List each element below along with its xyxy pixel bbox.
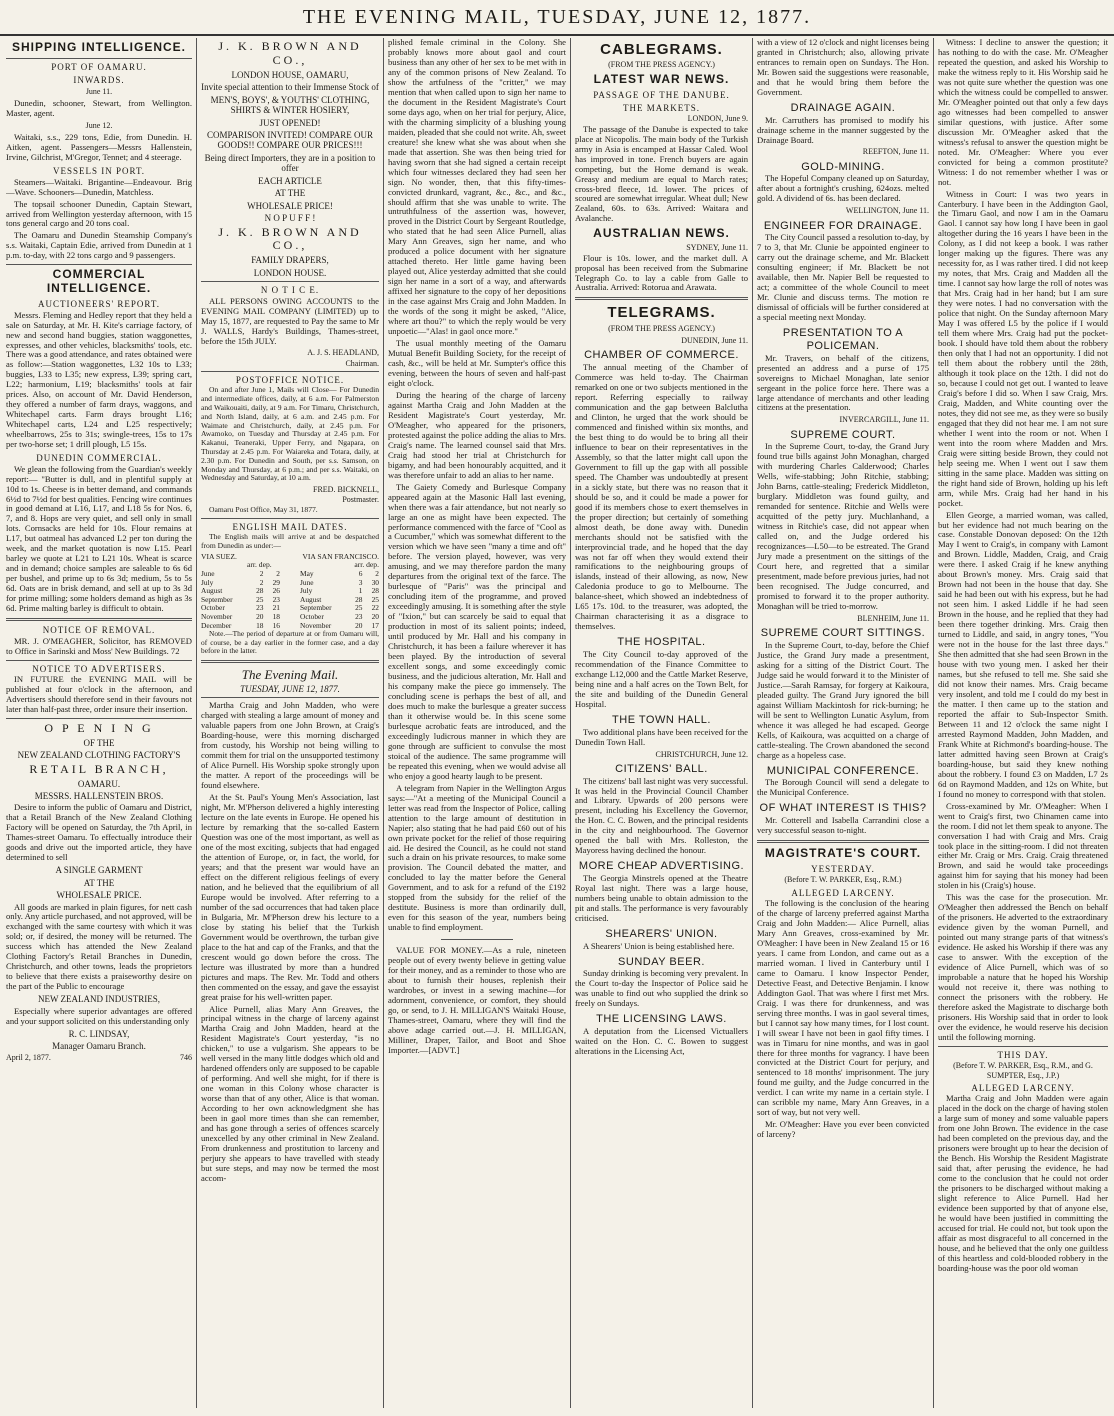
licensing-heading: THE LICENSING LAWS. [596,1013,727,1026]
paragraph: Martha Craig and John Madden, who were charged with stealing a large amount of money and valuable papers from one John Brown, at Craig's Boarding-house, were this morning discharged from custody, his Worship not being willing to commit them for trial on the unsupported testimony of Alice Purnell. His Worship spoke strongly upon the matter. A report of the proceedings will be found elsewhere. [201,700,379,791]
column-1 [6,38,192,1408]
mail-table-cell: 20 [371,612,379,622]
ad-title: J. K. BROWN AND CO., [218,224,362,253]
ad-title: J. K. BROWN AND CO., [218,39,362,67]
mail-table-cell: 20 [355,620,363,630]
signature: A. J. S. HEADLAND, [307,348,379,358]
column-rule [752,38,753,1408]
topsail-text: The topsail schooner Dunedin, Captain Stewart, arrived from Wellington yesterday afternoon, with 15 tons general cargo and 20 tons coal. [6,198,192,229]
engineer-heading: ENGINEER FOR DRAINAGE. [763,219,923,232]
magistrate-heading: MAGISTRATE'S COURT. [764,845,922,860]
danube-heading: PASSAGE OF THE DANUBE. [593,89,730,100]
paragraph: The passage of the Danube is expected to take place at Nicopolis. The main body of the Turkish army in Asia is encamped at Hassar Caled. Wool has improved in tone. French buyers are again competing, but the Home demand is weak. Greasy and medium are equal to March rates; cross-bred fleece, 1d. lower. The prices of scoured are somewhat irregular. Wheat dull; New Zealand, 60s. to 63s. Arrived: Waitara and Avalanche. [575,123,748,224]
paragraph: The citizens' ball last night was very successful. It was held in the Provincial Council Chamber and Library. Upwards of 200 persons were present, including his Excellency the Governor, the Hon. C. C. Bowen, and the principal residents in the city and neighbourhood. The Governor opened the ball with Mrs. Rolleston, the Mayoress having declined the honour. [575,775,748,856]
paragraph: At the St. Paul's Young Men's Association, last night, Mr. M'Pherson delivered a highly interesting lecture on the late events in Europe. He opened his lecture by remarking that the so-called Eastern Question was one of the most important, as well as one of the most exciting, subjects that had engaged the attention of Europe, or, in fact, the world, for years; and that the present war would have an effect on the different religious feelings of every nation, and he believed that the equilibrium of all Europe would be involved. After referring to a number of the sad occurrences that had taken place in Bulgaria, Mr. M'Pherson drew his lecture to a close by stating his belief that the Turkish Government would be overthrown, the turban give place to the hat and cap of the Franks, and that the crescent would go down before the cross. The lecture was illustrated by more than a hundred pictures and maps. The Rev. Mr. Todd and others then commented on the essay, and gave the essayist great praise for his well-written paper. [201,792,379,1002]
mail-table-cell: October [201,603,225,613]
mail-table-col: VIA SAN FRANCISCO. [302,551,379,561]
ad-text: OAMARU. [77,778,121,789]
vessels-text: Steamers—Waitaki. Brigantine—Endeavour. Brig—Wave. Schooners—Dunedin, Matchless. [6,176,192,197]
ad-title: A SINGLE GARMENT [55,865,143,876]
arrival-text: Dunedin, schooner, Stewart, from Wellington. Master, agent. [6,98,192,119]
dateline: WELLINGTON, June 11. [845,206,929,216]
mail-table-cell: August [201,586,223,596]
mail-table-col: VIA SUEZ. [201,551,237,561]
mail-table-cell: 23 [355,612,363,622]
interest-heading: OF WHAT INTEREST IS THIS? [759,802,927,815]
mail-table-cell: 22 [371,603,379,613]
paper-title: The Evening Mail. [241,666,339,682]
dateline: INVERCARGILL, June 11. [839,415,929,425]
dateline: SYDNEY, June 11. [686,243,748,253]
hospital-heading: THE HOSPITAL. [617,636,706,649]
paragraph: The annual meeting of the Chamber of Commerce was held to-day. The Chairman remarked on one or two subjects mentioned in the report. Referring especially to railway communication and the gap between Balclutha and Clinton, he urged that the work should be commenced and finished within six months, and the best thing to do would be to bring all their influence to bear on their representatives in the Assembly, so that the latter might call upon the Government to fill up the gap with all possible speed. The Chamber was undoubtedly at present in a sickly state, but there was no reason that it should be so, and it could be made a power for good if its members chose to exert themselves in the proper direction; but certainly of something almost death, be done away with. Dunedin merchants should not be satisfied with the interprovincial trade, and he hoped that the day was not far off when they would extend their ramifications to the neighbouring groups of islands, instead of their allowing, as now, New Caledonia produce to go to Melbourne. The balance-sheet, which showed an indebtedness of L65 17s. 10d. to the treasurer, was adopted, the Chairman characterising it as a disgrace to themselves. [575,362,748,632]
agency-line: (FROM THE PRESS AGENCY.) [608,323,715,333]
dateline: BLENHEIM, June 11. [857,613,929,623]
dunedin-text: We glean the following from the Guardian's weekly report:— "Butter is dull, and in plentiful supply at 10d to 1s. Cheese is in better demand, and commands 6½d to 7½d for best qualities. Fencing wire continues in good demand at L16, L17, and L18 5s for Nos. 6, 7, and 8. Hops are very quiet, and sell only in small lots. Cornsacks are held for 10s. Flour remains at L17, but oatmeal has advanced L2 per ton during the week, and the market quotation is now L15. Pearl barley we quote at L21 to L21 10s. Wheat is scarce and in demand; choice samples are saleable to 6s 6d per bushel, and prime up to 6s 3d; medium, 5s to 5s 6d. Oats are in brisk demand, and sell at up to 3s 3d for prime milling; some holders demand as high as 3s 6d. Prime malting barley is difficult to obtain. [6,463,192,614]
advertisers-heading: NOTICE TO ADVERTISERS. [32,663,166,674]
mail-table-cell: May [300,569,314,579]
column-rule [570,38,571,1408]
mail-dates-heading: ENGLISH MAIL DATES. [232,521,348,532]
divider [201,281,379,282]
advertisement-paragraph: VALUE FOR MONEY.—As a rule, nineteen people out of every twenty believe in getting value for their money, and as a reminder to those who are about to furnish their houses, replenish their wardrobes, or invest in a sewing machine—for adornment, convenience, or comfort, they should go, or send, to J. H. MILLIGAN'S Waitaki House, Thames-street, Oamaru, where they will find the above adage carried out.—J. H. MILLIGAN, Milliner, Draper, Tailor, and Boot and Shoe Importer.—[ADVT.] [388,945,566,1055]
mail-table-row [201,570,379,579]
column-rule [196,38,197,1408]
divider [6,58,192,59]
column-rule [383,38,384,1408]
mail-dates-text: The English mails will arrive at and be despatched from Dunedin as under:— [201,531,379,550]
paragraph: The Gaiety Comedy and Burlesque Company appeared again at the Masonic Hall last evening, when there was a fair attendance, but not nearly so large an one as might have been expected. The performance commenced with the farce of "Cool as a Cucumber," which was somewhat different to the version which we have seen "many a time and oft" before. The version played, however, was very amusing, and we may therefore pardon the many departures from the original text of the farce. The burlesque of "Paris" was the principal and concluding item of the programme, and proved exceedingly amusing. It is something after the style of "Ixion," but can scarcely be said to equal that production in most of its salient points; indeed, until produced by Mr. Hall and his company in Christchurch, it has been a failure wherever it has been played. By the introduction of several excellent songs, and some exceedingly comic business, and the judicious alteration, Mr. Hall and his company make the piece go immensely. The concluding scene is perhaps the best of all, and does much to make the burlesque a greater success than it otherwise would be. In this scene some burlesque acrobatic feats are introduced, and the exceedingly ludicrous manner in which they are gone through are sufficient to convulse the most stoical of the audience. The same programme will be repeated this evening, when we would advise all who enjoy a good hearty laugh to be present. [388,481,566,781]
mail-table-row [201,579,379,588]
auction-text: Messrs. Fleming and Hedley report that they held a sale on Saturday, at Mr. H. Kite's carriage factory, of new and second hand buggies, station waggonettes, expresses, and other vehicles, blacksmiths' tools, etc. There was a good attendance, and rates obtained were as follow:—Station waggonettes, L32 10s to L33; buggies, L33 to L35; new express, L39; spring cart, L22; harmonium, L19; blacksmiths' tools at fair prices. Also, on account of Mr. David Henderson, they offered a number of farm drays, waggons, and Whitechapel carts. Farm drays brought L16; Whitechapel carts, L24 and L25 respectively; wheelbarrows, 25s to 31s; swingle-trees, 15s to 17s per two-horse set; 1 drill plough, L5 15s. [6,309,192,450]
divider [6,660,192,661]
ad-signature: Manager Oamaru Branch. [52,1041,146,1052]
paragraph: Mr. Cotterell and Isabella Carrandini close a very successful season to-night. [757,815,929,835]
mail-table-subheader [201,561,379,570]
mail-table [201,570,379,630]
port-heading: PORT OF OAMARU. [51,61,147,72]
agency-line: (FROM THE PRESS AGENCY.) [608,60,715,70]
inwards-heading: INWARDS. [73,75,125,86]
yesterday-heading: YESTERDAY. [811,863,875,874]
mail-table-cell: 28 [256,586,264,596]
mail-note: Note.—The period of departure at or from Oamaru will, of course, be a day earlier in the former case, and a day before in the latter. [201,629,379,656]
ad-footer-number: 746 [180,1053,192,1063]
ad-text: EACH ARTICLE [258,175,322,186]
ad-text: FAMILY DRAPERS, [251,255,329,266]
mail-table-row [201,596,379,605]
ad-text: OF THE [83,737,115,748]
divider [201,518,379,519]
paragraph: Mr. Carruthers has promised to modify his drainage scheme in the manner suggested by the Drainage Board. [757,114,929,145]
ad-title: N O P U F F ! [264,213,316,224]
drainage-heading: DRAINAGE AGAIN. [790,101,896,114]
ad-body: All goods are marked in plain figures, for nett cash only. Any article purchased, and not approved, will be exchanged with the same courtesy with which it was sold; or, if desired, the money will be returned. The success which has attended the New Zealand Clothing Factory's Retail Branches in Dunedin, Christchurch, and other towns, leads the proprietors to believe that there exists a praiseworthy desire on the part of the Public to encourage [6,901,192,992]
vessels-heading: VESSELS IN PORT. [52,166,146,177]
cablegrams-heading: CABLEGRAMS. [600,41,723,58]
removal-text: MR. J. O'MEAGHER, Solicitor, has REMOVED to Office in Sarinski and Moss' New Buildings. 72 [6,635,192,656]
dunedin-heading: DUNEDIN COMMERCIAL. [36,453,162,464]
paragraph: Witness in Court: I was two years in Canterbury. I have been in the Addington Gaol, the Timaru Gaol, and now I am in the Oamaru Gaol. I cannot say how long I have been in gaol altogether during the 16 years I have been in the Colony, as I did not keep a book. I was rather longer making up the figures. There was any necessity for, as I was rather tired. I did not keep my notes, that Mrs. Craig and Madden all the time. I cannot say how large the roll of notes was that Mrs. Craig had in her hand; but I am sure they were notes. I had no conversation with the police that night. On the Sunday afternoon Mary May I was offered L5 by the police if I would tell them where Mrs. Craig had put the pocket-book. I should have told them about the robbery then only that I had not an opportunity. I did not tell them about the robbery until the 28th, although it took place on the 12th. I did not do so, because I could not get out. I wanted to leave Craig's before I did so. When I saw Craig, Mrs. Craig, Madden, and White counting over the notes, they did not see me, as they were so busily engaged that they did not hear me. I am not sure whether I went into the room or not. When I went into the room where Madden and Mrs. Craig were sitting beside Brown, they could not help seeing me. When I went out I saw them sitting in the same place. Madden was sitting on the right hand side of Brown, holding up his left arm, while Mrs. Craig had her hand in his pocket. [938,188,1108,508]
paragraph: Martha Craig and John Madden were again placed in the dock on the charge of having stolen a large sum of money and some valuable papers from one John Brown. The evidence in the case had been completed on the previous day, and the prisoners were brought up to hear the decision of the Bench. His Worship the Resident Magistrate said that, after perusing the evidence, he had come to the conclusion that he could not order the prisoners to be discharged without making a slight reference to Alice Purnell. Had her evidence been supported by that of anyone else, he would have been justified in committing the accused for trial. He could not, but took upon the affair as most disgraceful to all concerned in the house, and he believed that the only one guiltless of this heartless and cold-blooded robbery in the boarding-house was the poor old woman [938,1093,1108,1273]
ad-body: Especially where superior advantages are offered and your support solicited on this understanding only [6,1005,192,1026]
advertising-heading: MORE CHEAP ADVERTISING. [578,860,745,873]
paragraph: Mr. Travers, on behalf of the citizens, presented an address and a purse of 175 sovereigns to Michael Monaghan, late senior sergeant in the police force here. There was a large attendance of merchants and other leading citizens at the presentation. [757,352,929,413]
issue-date: TUESDAY, JUNE 12, 1877. [240,684,340,695]
ad-text: AT THE [274,188,306,199]
shearers-heading: SHEARERS' UNION. [605,927,718,940]
ad-title: NEW ZEALAND INDUSTRIES, [37,994,161,1005]
mail-table-cell: 28 [371,586,379,596]
paragraph: Flour is 10s. lower, and the market dull. A proposal has been received from the Submarine Telegraph Co. to lay a cable from Galle to Australia. Arrived: Rotorua and Arawata. [575,252,748,293]
paragraph: Witness: I decline to answer the question; it has nothing to do with the case. Mr. O'Meagher repeated the question, and asked his Worship to make the witness reply to it. His Worship said he was not quite sure whether the question was one which the witness could be compelled to answer. Mr. O'Meagher pointed out that only a few days ago witnesses had been compelled to answer similar questions, with justice. After some discussion Mr. O'Meagher asked that the witness's refusal to answer the question might be noted. Mr. O'Meagher: Where you ever convicted for being a common prostitute? Witness: I do not remember whether I was or not. [938,38,1108,187]
mail-table-cell: December [201,620,232,630]
divider [938,1046,1108,1047]
paragraph: Ellen George, a married woman, was called, but her evidence had not much bearing on the case. Constable Donovan deposed: On the 12th May I went to Craig's, in company with Lamont and Brown. Liddle, Madden, Craig, and Craig were there. I asked Craig if he knew anything about Brown's money. Mrs. Craig said that Brown had not been in the house that day. She said he had been out with his express, but he had not seen him. I asked Liddle if he had seen Brown in the house, and he replied that they had been there together drinking. Mrs. Craig then turned to Liddle, and said, in angry tones, "You were not in the house for the last three days." She then admitted that she had seen Brown in the house with two young men. I asked her their names, but she refused to tell me. She said she did not know their names. Mrs. Craig became very insolent, and told me I could do my best in the matter. I then came up to the station and reported the affair to Sub-Inspector Smith. Between 11 and 12 o'clock the same night I arrested Raymond Madden, John Madden, and Frank White at Richmond's boarding-house. The latter admitted having seen Brown at Craig's boarding-house, but said they knew nothing about the robbery. I found £3 on Madden, L7 2s 6d on Raymond Madden, and 12s on White, but I found no money to correspond with that stolen. [938,509,1108,799]
beer-heading: SUNDAY BEER. [618,955,705,968]
postoffice-date: Oamaru Post Office, May 31, 1877. [209,504,318,514]
mail-table-cell: 6 [358,569,363,579]
mail-table-cell: September [300,603,332,613]
dateline: DUNEDIN, June 11. [681,336,748,346]
paragraph: Sunday drinking is becoming very prevalent. In the Court to-day the Inspector of Police said he was unable to find out who supplied the drink so freely on Sundays. [575,968,748,1009]
mail-table-cell: 18 [256,620,264,630]
mail-table-cell: 26 [272,586,280,596]
paragraph: plished female criminal in the Colony. She probably knows more about gaol and court business than any other of her sex to be met with in any of the common prisons of New Zealand. To show the artfulness of the "critter," we may mention that when called upon to sign her name to the document in the Resident Magistrate's Court some days ago, when on her trial for perjury, Alice, with the charming simplicity of a blushing young maiden, pleaded that she could not write. Ah, sweet creature! she knew what she was about when she made that assertion. She was then being tried for having sworn that she had signed a certain receipt which four witnesses declared they had seen her sign. No wonder, then, that this fifty-times-convicted drunkard, vagrant, &c., &c., and &c., should affirm that she was unable to write. The untruthfulness of the assertion was, however, proved in the District Court by Sergeant Routledge, who stated that he had seen Alice Purnell, alias Mary Ann Greaves, sign her name, and who produced a police document with her signature attached thereto. Her little game having been played out, Alice yesterday admitted that she could sign her name in a sort of a way, and afterwards affixed her signature to the copy of her depositions in the case against Mrs Craig and John Madden. In the words of the song it might be asked, "Alice, where art thou?" to which the reply would be very unpoetic—"Alas! in gaol once more." [388,38,566,337]
paragraph: The following is the conclusion of the hearing of the charge of larceny preferred against Martha Craig and John Madden:— Alice Purnell, alias Mary Ann Greaves, cross-examined by Mr. O'Meagher: I have been in New Zealand 15 or 16 years. I came from London, and came out as a married woman. I lived in Canterbury until I came to Oamaru. I know Inspector Pender, Detective Feast, and Detective Benjamin. I know Addington Gaol. That was where I first met Mrs. Craig. I was there for drunkenness, and was serving three months. I was in gaol several times, but I cannot say how many times, for I lost count. I will swear I have not been in gaol fifty times. I was in Timaru for nine months, and was in gaol there for three months for vagrancy. I have been convicted at the District Court for perjury, and sentenced to 18 months' imprisonment. The jury found me guilty, and the Judge concurred in the verdict. I can write my name in a certain style. I can scribble my name, Mary Ann Greaves, in a sort of way, but not very well. [757,897,929,1118]
paragraph: In the Supreme Court, to-day, the Grand Jury found true bills against John Monaghan, charged with murdering Charles Calderwood; Charles Wells, wife-stabbing; John Ritchie, stabbing; John Barns, cattle-stealing; Frederick Middleton, burglary. Middleton was found guilty, and remanded for sentence. Ritchie and Wells were acquitted of the petty jury. Muchlanhand, a witness in Ritchie's case, did not appear when called on, and the Judge ordered his recognizances—L50—to be estreated. The Grand Jury made a presentment on the sittings of the Court here, and regretted that a similar presentment, made before previous juries, had not been recognised. The Judge concurred, and promised to forward it to the proper authority. Monaghan will be tried to-morrow. [757,441,929,611]
supreme-heading: SUPREME COURT. [790,428,896,441]
arrival-text: Waitaki, s.s., 229 tons, Edie, from Dunedin. H. Aitken, agent. Passengers—Messrs Hallenstein, Irvine, Gilchrist, M'Gregor, Tennet; and 4 steerage. [6,132,192,163]
telegrams-heading: TELEGRAMS. [607,304,716,322]
bench-line: (Before T. W. PARKER, Esq., R.M., and G. SUMPTER, Esq., J.P.) [953,1061,1093,1080]
ad-title: WHOLESALE PRICE! [247,200,333,211]
divider [6,718,192,719]
paragraph: with a view of 12 o'clock and night licenses being granted in Christchurch; also, allowing private entrances to remain open on Sundays. The Hon. Mr. Bowen said the suggestions were reasonable, and that he would bring them before the Government. [757,38,929,97]
paragraph: During the hearing of the charge of larceny against Martha Craig and John Madden at the Resident Magistrate's Court yesterday, Mr. O'Meagher, who appeared for the prisoners, protested against the police adding the alias to Mrs. Craig's name. The learned counsel said that Mrs. Craig had stood her trial at Christchurch for bigamy, and had been honourably acquitted, and it was therefore unfair to add an alias to her name. [388,389,566,480]
divider [201,660,379,663]
mail-table-cell: 23 [256,603,264,613]
removal-heading: NOTICE OF REMOVAL. [42,625,156,636]
this-day-heading: THIS DAY. [997,1049,1049,1060]
mail-table-cell: November [201,612,233,622]
paragraph: Cross-examined by Mr. O'Meagher: When I went to Craig's first, two Chinamen came into the room. I did not let them speak to anyone. The conversation I had with Craig and Mrs. Craig took place in the sitting-room. I did not threaten either Mr. Craig or Mrs. Craig. Craig threatened Brown, and said he would take proceedings against him for saying that his money had been stolen in his (Craig's) house. [938,800,1108,891]
divider [757,840,929,843]
mail-table-cell: 17 [371,620,379,630]
ad-signature: R. C. LINDSAY, [68,1028,130,1039]
shipping-heading: SHIPPING INTELLIGENCE. [11,40,186,54]
divider [441,939,512,940]
presentation-heading: PRESENTATION TO A POLICEMAN. [782,327,904,352]
ad-title: NEW ZEALAND CLOTHING FACTORY'S [17,750,181,761]
mail-table-cell: 25 [256,594,264,604]
mail-table-cell: 29 [272,577,280,587]
mail-table-cell: June [201,569,215,579]
paragraph: The Georgia Minstrels opened at the Theatre Royal last night. There was a large house, numbers being unable to obtain admission to the pit and stalls. The performance is very favourably criticised. [575,873,748,923]
paragraph: Two additional plans have been received for the Dunedin Town Hall. [575,726,748,747]
divider [6,264,192,265]
larceny-heading: ALLEGED LARCENY. [971,1082,1075,1093]
ad-title: RETAIL BRANCH, [29,761,169,776]
postoffice-heading: POSTOFFICE NOTICE. [235,375,345,385]
ad-opening: O P E N I N G [44,720,154,735]
paragraph: Mr. O'Meagher: Have you ever been convicted of larceny? [757,1119,929,1140]
column-6 [938,38,1108,1408]
ad-title: MEN'S, BOYS', & YOUTHS' CLOTHING, SHIRTS & WINTER HOSIERY, [210,94,370,116]
paragraph: This was the case for the prosecution. Mr. O'Meagher then addressed the Bench on behalf of the prisoners. He adverted to the extraordinary evidence given by the woman Purnell, and pointed out many strange parts of that witness's evidence. He asked his Worship if there was any case to answer. With the exception of the evidence of Alice Purnell, which was of so improbable a nature that he hoped his Worship would not receive it, there was nothing to connect the prisoners with the robbery. He therefore asked the Magistrate to discharge both prisoners. His Worship said that in order to look over the evidence, he would reserve his decision until the following morning. [938,892,1108,1042]
mail-table-cell: 2 [259,577,264,587]
dateline: LONDON, June 9. [687,114,748,124]
mail-table-cell: 25 [371,594,379,604]
signature-title: Chairman. [345,358,379,368]
masthead-title: THE EVENING MAIL, TUESDAY, JUNE 12, 1877. [302,6,812,28]
column-4 [575,38,748,1408]
signature: FRED. BICKNELL, [313,485,379,495]
mail-table-col: arr. dep. [247,560,272,570]
municipal-heading: MUNICIPAL CONFERENCE. [766,764,920,777]
paragraph: In the Supreme Court, to-day, before the Chief Justice, the Grand Jury made a presentment, asking for a sitting of the District Court. The Judge said he would forward it to the Minister of Justice.—Sarah Ramsay, for forgery at Kaikoura, pleaded guilty. The Grand Jury ignored the bill against William Mackintosh for rick-burning; he will be sent to Wellington Lunatic Asylum, from whence it was alleged he had escaped. George Kells, of Kaikoura, was acquitted on a charge of cattle-stealing. The Crown abandoned the second charge as a hopeless case. [757,639,929,760]
column-2 [201,38,379,1408]
gold-heading: GOLD-MINING. [801,160,885,173]
paragraph: The Hopeful Company cleaned up on Saturday, after about a fortnight's crushing, 624ozs. melted gold. A dividend of 6s. has been declared. [757,173,929,204]
mail-table-col: arr. dep. [354,560,379,570]
paragraph: A deputation from the Licensed Victuallers waited on the Hon. C. C. Bowen to suggest alterations in the Licensing Act, [575,1025,748,1056]
dateline: CHRISTCHURCH, June 12. [655,749,748,759]
mail-table-cell: September [201,594,233,604]
divider [201,697,379,698]
mail-table-cell: 20 [256,612,264,622]
mail-table-cell: 1 [358,586,363,596]
advertisers-text: IN FUTURE the EVENING MAIL will be published at four o'clock in the afternoon, and Advertisers should therefore send in their favours not later than half-past three, order insure their insertion. [6,673,192,714]
mail-table-cell: 3 [358,577,363,587]
chamber-heading: CHAMBER OF COMMERCE. [584,349,739,362]
column-rule [933,38,934,1408]
steamship-text: The Oamaru and Dunedin Steamship Company's s.s. Waitaki, Captain Edie, arrived from Dunedin at 1 p.m. to-day, with 22 tons cargo and 9 passengers. [6,230,192,261]
paragraph: A Shearers' Union is being established here. [583,940,735,951]
ad-text: Invite special attention to their Immense Stock of [201,82,379,93]
column-5 [757,38,929,1408]
ad-footer [6,1053,192,1062]
mail-table-cell: June [300,577,314,587]
ad-text: AT THE [83,877,115,888]
mail-table-cell: 16 [272,620,280,630]
column-3 [388,38,566,1408]
bench-line: (Before T. W. PARKER, Esq., R.M.) [784,875,902,885]
mail-table-cell: July [300,586,313,596]
war-heading: LATEST WAR NEWS. [593,71,730,86]
notice-heading: N O T I C E. [260,285,320,296]
mail-table-cell: 18 [272,612,280,622]
dateline: June 12. [85,120,113,130]
larceny-heading: ALLEGED LARCENY. [791,887,895,898]
mail-table-cell: 23 [272,594,280,604]
signature-title: Postmaster. [342,495,379,505]
mail-table-cell: November [300,620,332,630]
paragraph: A telegram from Napier in the Wellington Argus says:—"At a meeting of the Municipal Council a letter was read from the Inspector of Police, calling attention to the large amount of destitution in Napier; also stating that he had paid £60 out of his own private pocket for the relief of those requiring aid. He desired the Council, as he could not stand such a drain on his private resources, to make some provision. The Council debated the matter, and concluded to lay the matter before the General Government, and to ask for a refund of the £192 stopped from the subsidy for the relief of the destitute. Business is more than ordinarily dull, even for this season of the year, numbers being unable to find employment. [388,782,566,933]
mail-table-cell: 28 [355,594,363,604]
ad-body: Desire to inform the public of Oamaru and District, that a Retail Branch of the New Zealand Clothing Factory will be opened on Saturday, the 7th April, in Thames-street Oamaru. To effectually introduce their goods and drive out the imported article, they have determined to sell [6,802,192,863]
mail-table-cell: 21 [272,603,280,613]
mail-table-cell: July [201,577,214,587]
paragraph: Alice Purnell, alias Mary Ann Greaves, the principal witness in the charge of larceny against Martha Craig and John Madden, heard at the Resident Magistrate's Court yesterday, "is no chicken," to use a vulgarism. She appears to be well versed in the many little dodges which old and hardened offenders only are supposed to be capable of performing. And well she might, for if there is one woman in this Colony whose character is worse than that of any other, Alice is that woman. According to her own acknowledgment she has been in gaol more times than she can remember, and has gone through a series of offences scarcely unexcelled by any other criminal in New Zealand. From drunkenness and prostitution to larceny and perjury she appears to have travelled with steady but sure steps, and may now be termed the most accom- [201,1003,379,1183]
mail-table-cell: August [300,594,322,604]
dateline: June 11. [85,86,113,96]
paragraph: The usual monthly meeting of the Oamaru Mutual Benefit Building Society, for the receipt of cash, &c., will be held at Mr. Sumpter's office this evening, between the hours of seven and half-past eight o'clock. [388,338,566,388]
ad-text: JUST OPENED! [259,117,321,128]
ad-title: MESSRS. HALLENSTEIN BROS. [34,790,164,801]
mail-table-cell: 2 [375,569,379,579]
townhall-heading: THE TOWN HALL. [612,713,711,726]
mail-table-cell: 30 [371,577,379,587]
ad-text: COMPARISON INVITED! COMPARE OUR GOODS!! COMPARE OUR PRICES!!! [206,130,374,151]
ball-heading: CITIZENS' BALL. [615,762,708,775]
mail-table-header [201,553,379,562]
commercial-heading: COMMERCIAL INTELLIGENCE. [46,267,152,296]
paragraph: The City Council passed a resolution to-day, by 7 to 3, that Mr. Clunie be appointed engineer to carry out the drainage scheme, and Mr. Blackett consulting engineer; if Mr. Blackett be not available, then Mr. Napier Bell be requested to act; a committee of the whole Council to meet Mr. Clunie and discuss terms. The motion re dismissal of officials will be further considered at a special meeting next Monday. [757,232,929,323]
divider [6,618,192,621]
ad-text: LONDON HOUSE. [253,267,327,278]
paragraph: The Borough Council will send a delegate to the Municipal Conference. [757,777,929,798]
masthead [0,0,1114,36]
sittings-heading: SUPREME COURT SITTINGS. [760,627,926,640]
mail-table-cell: 2 [259,569,264,579]
auction-heading: AUCTIONEERS' REPORT. [38,299,160,310]
markets-heading: THE MARKETS. [623,103,700,113]
mail-table-cell: 25 [355,603,363,613]
ad-text: Being direct Importers, they are in a position to offer [204,152,376,174]
paragraph: The City Council to-day approved of the recommendation of the Finance Committee to exchange L12,000 and the Cattle Market Reserve, being nine and a half acres on the Town Belt, for the site and building of the Dunedin General Hospital. [575,649,748,709]
postoffice-text: On and after June 1, Mails will Close— For Dunedin and intermediate offices, daily, at 6 a.m. For Palmerston and Waikouaiti, daily, at 9 a.m. For Timaru, Christchurch, and North Island, daily, at 6 a.m. and 2.45 p.m. For Waimate and Christchurch, daily, at 2.45 p.m. For Awamoko, on Tuesday and Thursday at 2.45 p.m. For Kakanui, Teaneraki, Upper Ferry, and Ngapara, on Thursday at 2.45 p.m. For Waiareka and Totara, daily, at 2.30 p.m. For Dunedin and South, per s.s. Samson, on Monday and Thursday, at 6 p.m.; and per s.s. Waitaki, on Wednesday and Saturday, at 10 a.m. [201,385,379,483]
ad-title: WHOLESALE PRICE. [56,890,142,901]
divider [201,371,379,372]
ad-footer-date: April 2, 1877. [6,1053,51,1063]
australian-heading: AUSTRALIAN NEWS. [593,226,730,241]
mail-table-cell: 2 [276,569,280,579]
divider [575,297,748,300]
mail-table-cell: October [300,612,324,622]
ad-text: LONDON HOUSE, OAMARU, [231,69,349,80]
dateline: REEFTON, June 11. [862,147,929,157]
notice-text: ALL PERSONS OWING ACCOUNTS to the EVENING MAIL COMPANY (LIMITED) up to May 15, 1877, are requested to Pay the same to Mr J. WALLS, Hardy's Buildings, Thames-street, before the 15th JULY. [201,295,379,346]
